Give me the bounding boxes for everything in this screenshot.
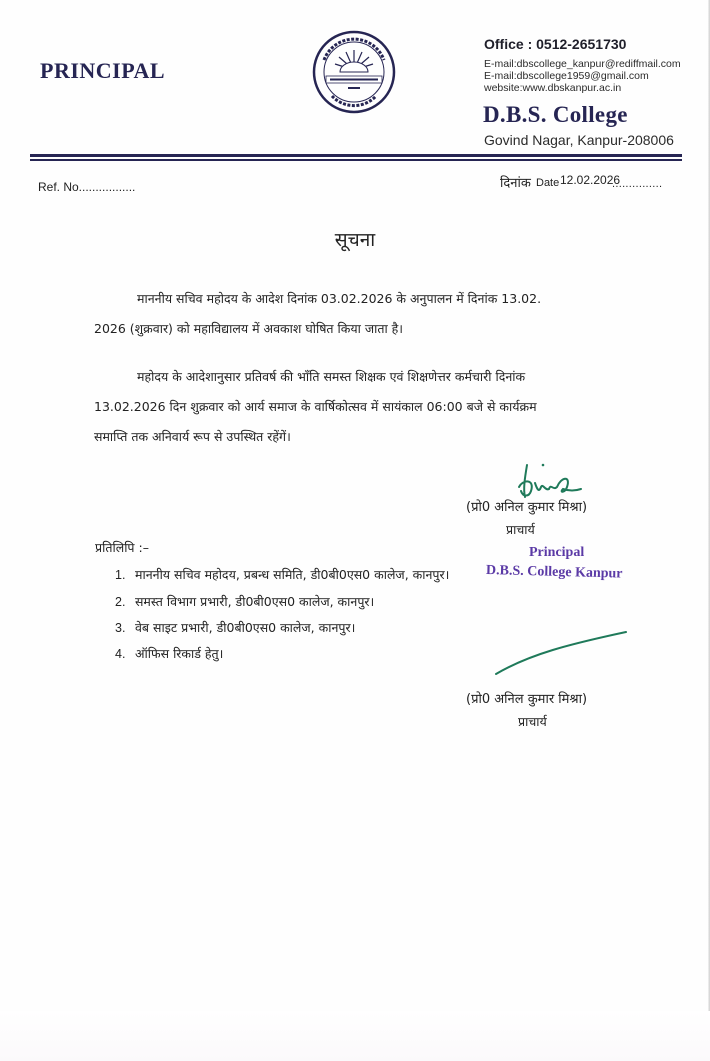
page-bottom xyxy=(0,1011,710,1061)
signatory-name-2: (प्रो0 अनिल कुमार मिश्रा) xyxy=(466,692,588,707)
header-divider-thin xyxy=(30,159,682,161)
copy-item-number: 2. xyxy=(115,595,126,609)
email-gmail: E-mail:dbscollege1959@gmail.com xyxy=(484,70,649,82)
signatory-title-2: प्राचार्य xyxy=(518,714,547,729)
copy-item-text: ऑफिस रिकार्ड हेतु। xyxy=(134,646,224,661)
signatory-title: प्राचार्य xyxy=(506,522,535,537)
copy-list-item xyxy=(115,591,374,613)
date-dots: ............... xyxy=(612,178,663,190)
date-value: 12.02.2026 xyxy=(560,173,621,187)
office-phone: Office : 0512-2651730 xyxy=(484,36,627,52)
notice-title: सूचना xyxy=(334,229,376,251)
copy-list-item xyxy=(115,564,449,586)
date-label-hindi: दिनांक xyxy=(500,176,531,191)
copy-item-number: 3. xyxy=(115,621,126,635)
date-label-english: Date xyxy=(536,177,560,189)
copy-item-text: समस्त विभाग प्रभारी, डी0बी0एस0 कालेज, कानपुर। xyxy=(134,594,375,609)
paragraph-2-line-2: 13.02.2026 दिन शुक्रवार को आर्य समाज के वार्षिकोत्सव में सायंकाल 06:00 बजे से कार्यक्रम xyxy=(94,399,537,414)
header-divider-thick xyxy=(30,154,682,157)
college-seal-icon xyxy=(312,30,396,114)
copy-item-number: 4. xyxy=(115,647,126,661)
paragraph-1-line-1: माननीय सचिव महोदय के आदेश दिनांक 03.02.2026 के अनुपालन में दिनांक 13.02. xyxy=(137,291,542,306)
paragraph-1-line-2: 2026 (शुक्रवार) को महाविद्यालय में अवकाश घोषित किया जाता है। xyxy=(94,321,404,336)
email-rediff: E-mail:dbscollege_kanpur@rediffmail.com xyxy=(484,58,681,70)
stamp-college: D.B.S. College Kanpur xyxy=(485,563,623,582)
copy-item-number: 1. xyxy=(115,568,126,582)
copy-item-text: माननीय सचिव महोदय, प्रबन्ध समिति, डी0बी0एस0 कालेज, कानपुर। xyxy=(134,567,450,582)
stamp-principal: Principal xyxy=(529,545,585,560)
paragraph-2-line-1: महोदय के आदेशानुसार प्रतिवर्ष की भाँति समस्त शिक्षक एवं शिक्षणेत्तर कर्मचारी दिनांक xyxy=(137,369,526,384)
copy-item-text: वेब साइट प्रभारी, डी0बी0एस0 कालेज, कानपुर। xyxy=(134,620,356,635)
college-name: D.B.S. College xyxy=(483,102,628,127)
paragraph-2-line-3: समाप्ति तक अनिवार्य रूप से उपस्थित रहेंगें। xyxy=(94,429,291,444)
copy-to-label: प्रतिलिपि :– xyxy=(95,540,149,555)
initial-stroke-icon xyxy=(490,628,630,680)
letterhead-designation: PRINCIPAL xyxy=(40,58,166,83)
copy-list-item xyxy=(115,643,223,665)
signatory-name: (प्रो0 अनिल कुमार मिश्रा) xyxy=(466,500,588,515)
college-address: Govind Nagar, Kanpur-208006 xyxy=(484,132,674,148)
copy-list-item xyxy=(115,617,355,639)
reference-number: Ref. No................. xyxy=(38,180,136,194)
website: website:www.dbskanpur.ac.in xyxy=(484,82,622,94)
